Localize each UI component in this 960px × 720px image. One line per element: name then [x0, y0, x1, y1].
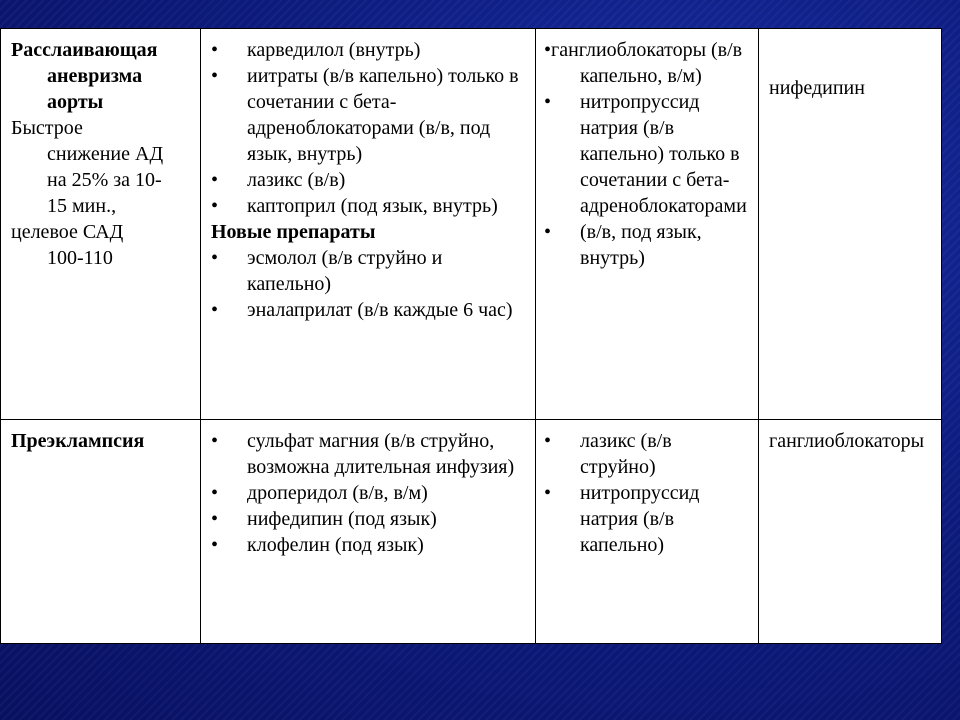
list-item	[211, 37, 529, 63]
list-item	[211, 245, 529, 297]
new-drugs-subheading: Новые препараты	[211, 221, 376, 243]
bullet-icon: •	[211, 65, 219, 87]
bullet-icon: •	[211, 195, 219, 217]
condition-note-line: Быстрое	[11, 117, 83, 139]
bullet-icon: •	[211, 39, 219, 61]
drug-text: карведилол (внутрь)	[247, 39, 421, 61]
table-row	[1, 29, 942, 420]
bullet-icon: •	[544, 430, 552, 452]
list-item	[211, 506, 529, 532]
list-item	[544, 428, 752, 480]
condition-note-line: на 25% за 10-	[47, 169, 162, 191]
drug-list	[211, 37, 529, 219]
drug-list	[544, 428, 752, 558]
condition-note-line: целевое САД	[11, 221, 124, 243]
bullet-icon: •	[544, 221, 552, 243]
bullet-icon: •	[211, 169, 219, 191]
drug-text: нифедипин	[769, 77, 865, 99]
bullet-icon: •	[211, 482, 219, 504]
list-item	[211, 193, 529, 219]
list-item	[211, 480, 529, 506]
drug-text: ганглиоблокаторы	[769, 430, 924, 452]
avoid-drugs-cell	[759, 29, 942, 420]
drug-text: дроперидол (в/в, в/м)	[247, 482, 428, 504]
bullet-icon: •	[544, 482, 552, 504]
drug-text: •ганглиоблокаторы (в/в капельно, в/м)	[544, 39, 743, 87]
drug-text: иитраты (в/в капельно) только в сочетании с бета-адреноблокаторами (в/в, под язык, внутрь)	[247, 65, 519, 165]
list-item	[211, 297, 529, 323]
list-item	[211, 532, 529, 558]
list-item	[544, 89, 752, 219]
avoid-drugs-cell	[759, 420, 942, 644]
bullet-icon: •	[544, 91, 552, 113]
drug-table	[0, 28, 942, 644]
drug-text: нифедипин (под язык)	[247, 508, 437, 530]
table-row	[1, 420, 942, 644]
drug-text: нитропруссид натрия (в/в капельно)	[580, 482, 700, 556]
first-line-drugs-cell	[201, 29, 536, 420]
condition-cell	[1, 420, 201, 644]
drug-text: клофелин (под язык)	[247, 534, 424, 556]
drug-text: лазикс (в/в)	[247, 169, 346, 191]
second-line-drugs-cell	[536, 29, 759, 420]
bullet-icon: •	[211, 299, 219, 321]
condition-title-line: Расслаивающая	[11, 39, 158, 61]
drug-text: лазикс (в/в струйно)	[580, 430, 672, 478]
drug-text: (в/в, под язык, внутрь)	[580, 221, 702, 269]
drug-text: эналаприлат (в/в каждые 6 час)	[247, 299, 513, 321]
list-item	[211, 428, 529, 480]
condition-note-line: 15 мин.,	[47, 195, 117, 217]
first-line-drugs-cell	[201, 420, 536, 644]
condition-title-line: аневризма	[47, 65, 143, 87]
drug-list	[544, 89, 752, 271]
condition-title-line: аорты	[47, 91, 104, 113]
condition-note	[11, 115, 194, 271]
condition-note-line: снижение АД	[47, 143, 164, 165]
list-item	[544, 480, 752, 558]
drug-text: сульфат магния (в/в струйно, возможна длительная инфузия)	[247, 430, 515, 478]
condition-note-line: 100-110	[47, 247, 113, 269]
bullet-icon: •	[211, 534, 219, 556]
list-item	[544, 219, 752, 271]
list-item	[211, 167, 529, 193]
new-drug-list	[211, 245, 529, 323]
list-item	[211, 63, 529, 167]
drug-text: нитропруссид натрия (в/в капельно) только в сочетании с бета-адреноблокаторами	[580, 91, 747, 217]
drug-text: каптоприл (под язык, внутрь)	[247, 195, 498, 217]
condition-cell	[1, 29, 201, 420]
drug-text: эсмолол (в/в струйно и капельно)	[247, 247, 443, 295]
bullet-icon: •	[211, 247, 219, 269]
condition-title: Преэклампсия	[11, 430, 145, 452]
bullet-icon: •	[211, 508, 219, 530]
bullet-icon: •	[211, 430, 219, 452]
condition-title	[11, 37, 194, 115]
second-line-drugs-cell	[536, 420, 759, 644]
drug-list	[211, 428, 529, 558]
